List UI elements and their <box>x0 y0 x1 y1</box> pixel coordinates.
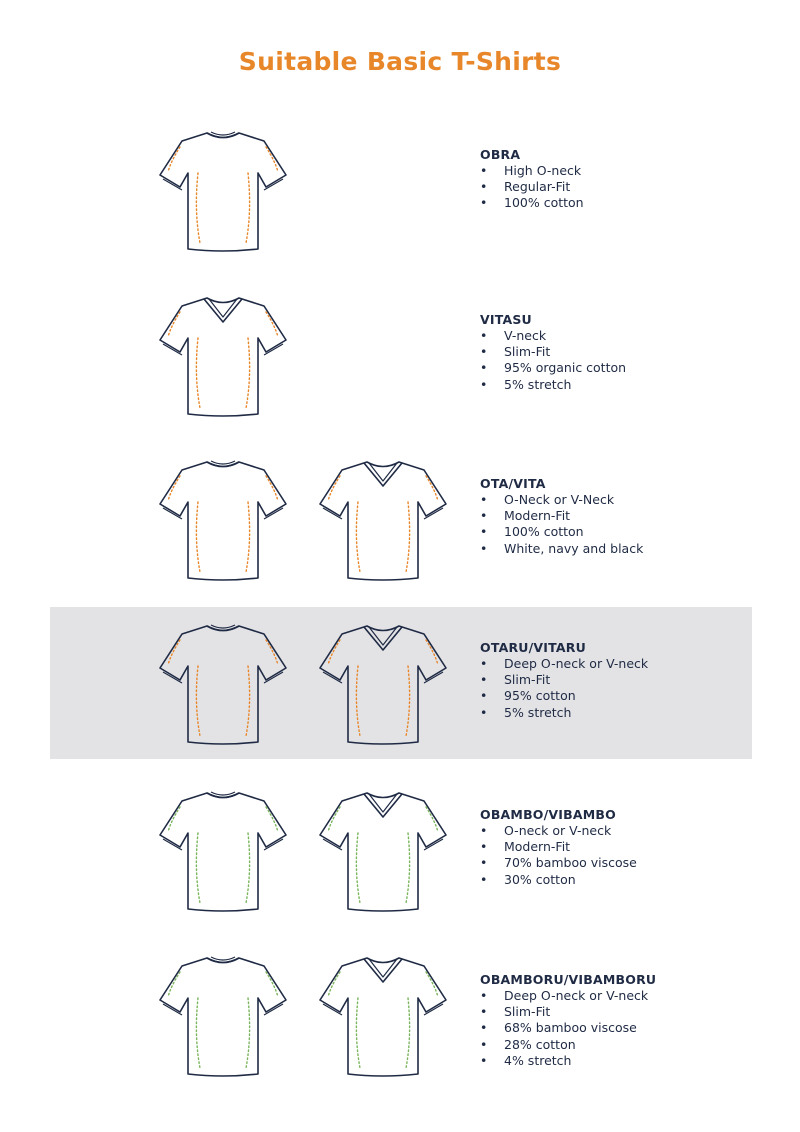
feature-item: • Slim-Fit <box>480 672 648 688</box>
v-neck-tshirt-icon <box>316 785 450 913</box>
product-info <box>480 972 656 1069</box>
feature-item: • 30% cotton <box>480 872 637 888</box>
v-neck-tshirt-icon <box>316 950 450 1078</box>
product-name: OBRA <box>480 147 521 162</box>
feature-item: • 5% stretch <box>480 377 626 393</box>
feature-item: • 95% organic cotton <box>480 360 626 376</box>
product-name: VITASU <box>480 312 532 327</box>
feature-item: • Slim-Fit <box>480 1004 656 1020</box>
feature-item: • 4% stretch <box>480 1053 656 1069</box>
product-row <box>0 287 800 447</box>
feature-item: • White, navy and black <box>480 541 643 557</box>
feature-item: • 68% bamboo viscose <box>480 1020 656 1036</box>
v-neck-tshirt-icon <box>316 618 450 746</box>
feature-item: • Deep O-neck or V-neck <box>480 656 648 672</box>
o-neck-tshirt-icon <box>156 618 290 746</box>
feature-item: • Slim-Fit <box>480 344 626 360</box>
v-neck-tshirt-icon <box>156 290 290 418</box>
product-row <box>0 615 800 775</box>
feature-list <box>480 163 584 212</box>
o-neck-tshirt-icon <box>156 785 290 913</box>
feature-list <box>480 492 643 557</box>
product-name: OTARU/VITARU <box>480 640 586 655</box>
feature-item: • Deep O-neck or V-neck <box>480 988 656 1004</box>
product-info <box>480 312 626 393</box>
feature-item: • O-neck or V-neck <box>480 823 637 839</box>
product-info <box>480 807 637 888</box>
product-row <box>0 782 800 942</box>
feature-list <box>480 328 626 393</box>
feature-item: • Modern-Fit <box>480 508 643 524</box>
feature-item: • 100% cotton <box>480 524 643 540</box>
product-info <box>480 640 648 721</box>
product-name: OBAMBO/VIBAMBO <box>480 807 616 822</box>
o-neck-tshirt-icon <box>156 950 290 1078</box>
feature-item: • 100% cotton <box>480 195 584 211</box>
feature-item: • 95% cotton <box>480 688 648 704</box>
feature-item: • High O-neck <box>480 163 584 179</box>
product-row <box>0 947 800 1107</box>
feature-list <box>480 656 648 721</box>
feature-item: • 5% stretch <box>480 705 648 721</box>
feature-item: • Regular-Fit <box>480 179 584 195</box>
v-neck-tshirt-icon <box>316 454 450 582</box>
o-neck-tshirt-icon <box>156 125 290 253</box>
product-info <box>480 476 643 557</box>
feature-item: • 70% bamboo viscose <box>480 855 637 871</box>
feature-item: • 28% cotton <box>480 1037 656 1053</box>
feature-item: • O-Neck or V-Neck <box>480 492 643 508</box>
product-name: OTA/VITA <box>480 476 546 491</box>
feature-item: • Modern-Fit <box>480 839 637 855</box>
feature-list <box>480 823 637 888</box>
page-title: Suitable Basic T-Shirts <box>238 47 562 76</box>
product-info <box>480 147 584 212</box>
feature-item: • V-neck <box>480 328 626 344</box>
product-name: OBAMBORU/VIBAMBORU <box>480 972 657 987</box>
product-row <box>0 122 800 282</box>
feature-list <box>480 988 656 1069</box>
product-row <box>0 451 800 611</box>
o-neck-tshirt-icon <box>156 454 290 582</box>
